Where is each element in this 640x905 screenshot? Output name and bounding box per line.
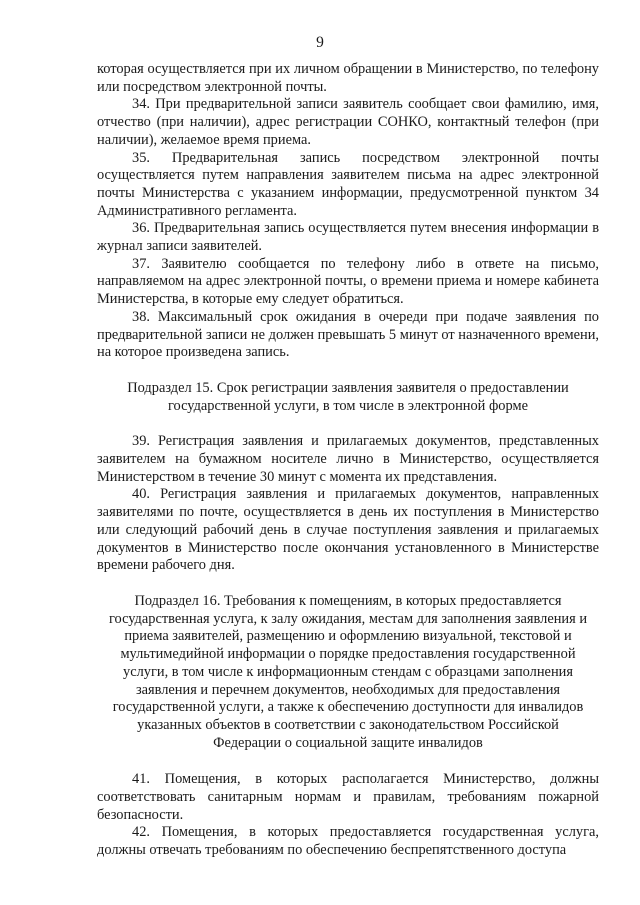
subsection-15-line: государственной услуги, в том числе в электронной форме xyxy=(168,397,528,414)
subsection-16-line: государственная услуга, к залу ожидания, местам для заполнения заявления и xyxy=(108,610,588,627)
paragraph-34: 34. При предварительной записи заявитель сообщает свои фамилию, имя, отчество (при наличии), адрес регистрации СОНКО, контактный телефон (при наличии), желаемое время приема. xyxy=(97,96,599,148)
document-body xyxy=(97,61,599,860)
subsection-16-heading xyxy=(97,593,599,752)
subsection-16-line: приема заявителей, размещению и оформлению визуальной, текстовой и xyxy=(124,628,572,645)
paragraph-36: 36. Предварительная запись осуществляется путем внесения информации в журнал записи заявителей. xyxy=(97,220,599,255)
paragraph-38: 38. Максимальный срок ожидания в очереди при подаче заявления по предварительной записи не должен превышать 5 минут от назначенного времени, на которое произведена запись. xyxy=(97,308,599,361)
subsection-15-line: Подраздел 15. Срок регистрации заявления заявителя о предоставлении xyxy=(127,379,569,396)
subsection-16-line: заявления и перечнем документов, необходимых для предоставления xyxy=(135,681,561,698)
paragraph-40: 40. Регистрация заявления и прилагаемых документов, направленных заявителями по почте, осуществляется в день их поступления в Министерство или следующий рабочий день в случае поступления заявления и прилагаемых документов в Министерство после окончания установленного в Министерстве времени рабочего дня. xyxy=(97,486,599,574)
subsection-16-line: Подраздел 16. Требования к помещениям, в которых предоставляется xyxy=(134,592,562,609)
subsection-16-line: услуги, в том числе к информационным стендам с образцами заполнения xyxy=(123,663,573,680)
paragraph-41: 41. Помещения, в которых располагается Министерство, должны соответствовать санитарным нормам и правилам, требованиям пожарной безопасности. xyxy=(97,771,599,823)
subsection-16-line: государственной услуги, а также к обеспечению доступности для инвалидов xyxy=(112,699,584,716)
paragraph-continued: которая осуществляется при их личном обращении в Министерство, по телефону или посредством электронной почты. xyxy=(97,61,599,95)
subsection-16-line: указанных объектов в соответствии с законодательством Российской xyxy=(137,716,559,733)
subsection-16-line: мультимедийной информации о порядке предоставления государственной xyxy=(120,646,576,663)
paragraph-37: 37. Заявителю сообщается по телефону либо в ответе на письмо, направляемом на адрес электронной почты, о времени приема и номере кабинета Министерства, в которые ему следует обратиться. xyxy=(97,255,599,308)
paragraph-42: 42. Помещения, в которых предоставляется государственная услуга, должны отвечать требованиям по обеспечению беспрепятственного доступа xyxy=(97,824,599,859)
paragraph-39: 39. Регистрация заявления и прилагаемых документов, представленных заявителем на бумажном носителе лично в Министерство, осуществляется Министерством в течение 30 минут с момента их представления. xyxy=(97,433,599,485)
page-number: 9 xyxy=(316,34,324,51)
subsection-16-line: Федерации о социальной защите инвалидов xyxy=(213,734,483,751)
subsection-15-heading xyxy=(97,380,599,415)
paragraph-35: 35. Предварительная запись посредством электронной почты осуществляется путем направления заявителем письма на адрес электронной почты Министерства с указанием информации, предусмотренной пунктом 34 Административного регламента. xyxy=(97,149,599,219)
